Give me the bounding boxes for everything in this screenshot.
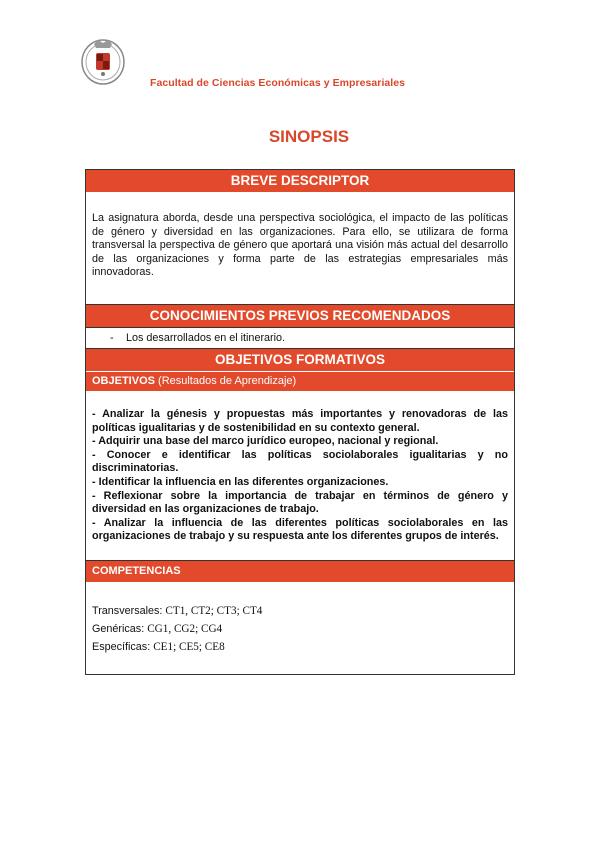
prior-knowledge-text: Los desarrollados en el itinerario. <box>126 331 286 344</box>
faculty-name: Facultad de Ciencias Económicas y Empresariales <box>150 77 406 89</box>
competency-codes: CT1, CT2; CT3; CT4 <box>165 604 263 617</box>
competencies-heading <box>86 561 514 582</box>
descriptor-heading: BREVE DESCRIPTOR <box>86 170 514 192</box>
competencies-label: COMPETENCIAS <box>92 564 181 577</box>
objectives-subheading <box>86 372 514 391</box>
competency-label: Específicas: <box>92 640 154 653</box>
competency-line-transversal <box>86 602 514 620</box>
competency-label: Genéricas: <box>92 622 148 635</box>
competency-line-specific <box>86 638 514 656</box>
objective-item: - Analizar la génesis y propuestas más importantes y renovadoras de las políticas igualitarias y de sostenibilidad en su contexto general. <box>92 407 508 434</box>
objective-item: - Analizar la influencia de las diferentes políticas sociolaborales en las organizaciones de trabajo y su respuesta ante los diferentes grupos de interés. <box>92 516 508 543</box>
objective-item: - Adquirir una base del marco jurídico europeo, nacional y regional. <box>92 435 439 448</box>
objectives-list <box>86 408 514 544</box>
objective-item: - Conocer e identificar las políticas sociolaborales igualitarias y no discriminatorias. <box>92 448 508 475</box>
objective-item: - Reflexionar sobre la importancia de trabajar en términos de género y diversidad en las organizaciones de trabajo. <box>92 489 508 516</box>
competency-line-generic <box>86 620 514 638</box>
page-title: SINOPSIS <box>268 127 350 146</box>
prior-knowledge-heading: CONOCIMIENTOS PREVIOS RECOMENDADOS <box>86 305 514 328</box>
objectives-heading: OBJETIVOS FORMATIVOS <box>86 349 514 372</box>
competency-codes: CG1, CG2; CG4 <box>147 622 223 635</box>
synopsis-table <box>85 169 515 675</box>
objectives-label: OBJETIVOS <box>92 374 155 387</box>
descriptor-text: La asignatura aborda, desde una perspectiva sociológica, el impacto de las políticas de género y diversidad en las organizaciones. Para ello, se utilizara de forma transversal la perspectiva de género que aportará una visión más actual del desarrollo de las organizaciones y forma parte de las estrategias empresariales más innovadoras. <box>92 212 508 279</box>
objective-item: - Identificar la influencia en las diferentes organizaciones. <box>92 475 389 488</box>
bullet-dash: - <box>110 331 114 344</box>
competency-label: Transversales: <box>92 604 166 617</box>
prior-knowledge-item <box>86 328 514 349</box>
objectives-note: (Resultados de Aprendizaje) <box>154 374 297 387</box>
university-seal-icon <box>80 36 126 86</box>
competency-codes: CE1; CE5; CE8 <box>153 640 225 653</box>
